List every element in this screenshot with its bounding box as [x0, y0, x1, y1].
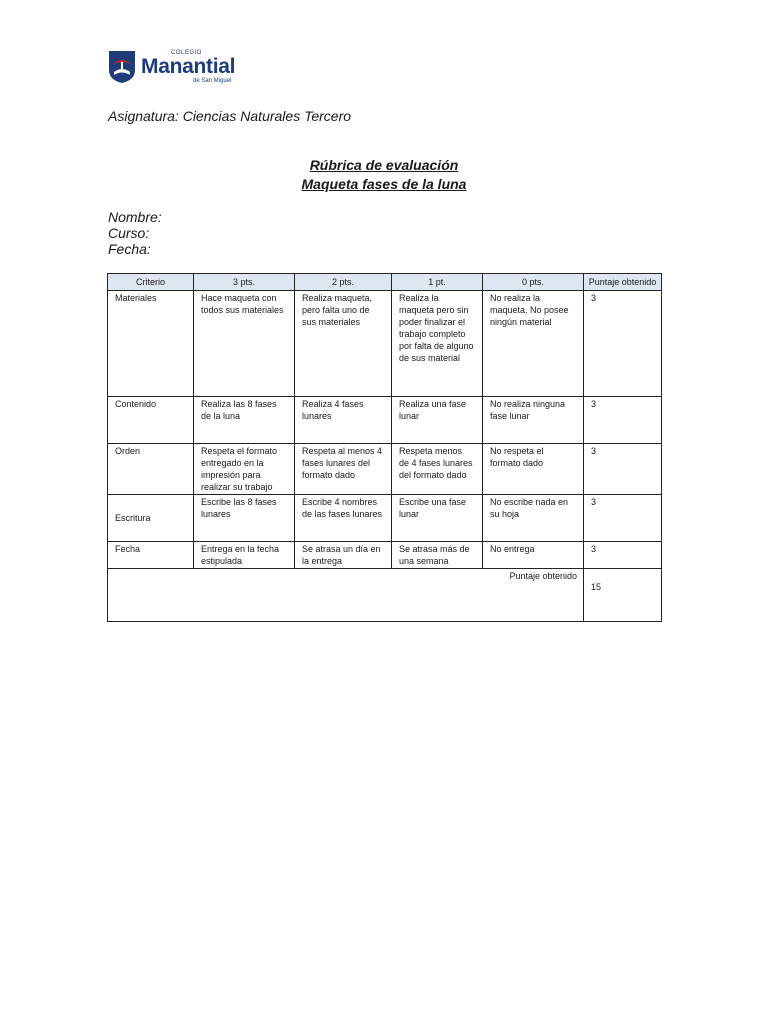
- document-title: [0, 156, 768, 194]
- title-line-2: Maqueta fases de la luna: [301, 176, 467, 192]
- table-row: [108, 291, 662, 397]
- table-cell: No entrega: [483, 542, 584, 569]
- criterion-cell: Orden: [108, 444, 194, 495]
- table-cell: Hace maqueta con todos sus materiales: [194, 291, 295, 397]
- score-cell: 3: [584, 542, 662, 569]
- table-cell: Se atrasa un día en la entrega: [295, 542, 392, 569]
- score-cell: 3: [584, 397, 662, 444]
- logo-subtext: de San Miguel: [193, 78, 232, 84]
- school-shield-icon: [108, 50, 136, 84]
- header-0pts: 0 pts.: [483, 274, 584, 291]
- criterion-cell: Fecha: [108, 542, 194, 569]
- student-fields: [108, 209, 162, 257]
- table-cell: No escribe nada en su hoja: [483, 495, 584, 542]
- score-cell: 3: [584, 291, 662, 397]
- table-cell: No realiza la maqueta. No posee ningún material: [483, 291, 584, 397]
- table-cell: Respeta menos de 4 fases lunares del formato dado: [392, 444, 483, 495]
- criterion-cell: Contenido: [108, 397, 194, 444]
- header-puntaje: Puntaje obtenido: [584, 274, 662, 291]
- table-cell: No respeta el formato dado: [483, 444, 584, 495]
- table-cell: Realiza las 8 fases de la luna: [194, 397, 295, 444]
- table-row: [108, 444, 662, 495]
- table-cell: Escribe 4 nombres de las fases lunares: [295, 495, 392, 542]
- field-fecha: Fecha:: [108, 241, 151, 257]
- total-row: [108, 569, 662, 622]
- score-cell: 3: [584, 444, 662, 495]
- table-header-row: [108, 274, 662, 291]
- logo-name: Manantial: [141, 55, 236, 78]
- school-logo: [108, 50, 235, 84]
- table-cell: Escribe las 8 fases lunares: [194, 495, 295, 542]
- total-label: Puntaje obtenido: [108, 569, 584, 622]
- table-cell: Respeta el formato entregado en la impresión para realizar su trabajo: [194, 444, 295, 495]
- table-cell: Realiza la maqueta pero sin poder finalizar el trabajo completo por falta de alguno de sus material: [392, 291, 483, 397]
- table-row: [108, 397, 662, 444]
- criterion-cell: Escritura: [108, 495, 194, 542]
- criterion-cell: Materiales: [108, 291, 194, 397]
- field-nombre: Nombre:: [108, 209, 162, 225]
- header-2pts: 2 pts.: [295, 274, 392, 291]
- header-1pt: 1 pt.: [392, 274, 483, 291]
- subject-line: Asignatura: Ciencias Naturales Tercero: [108, 108, 352, 124]
- table-row: [108, 542, 662, 569]
- table-cell: Respeta al menos 4 fases lunares del formato dado: [295, 444, 392, 495]
- table-cell: No realiza ninguna fase lunar: [483, 397, 584, 444]
- table-cell: Realiza maqueta, pero falta uno de sus materiales: [295, 291, 392, 397]
- field-curso: Curso:: [108, 225, 150, 241]
- table-cell: Escribe una fase lunar: [392, 495, 483, 542]
- logo-small-text: COLEGIO: [171, 50, 202, 56]
- title-line-1: Rúbrica de evaluación: [309, 157, 459, 173]
- header-3pts: 3 pts.: [194, 274, 295, 291]
- table-cell: Se atrasa más de una semana: [392, 542, 483, 569]
- table-row: [108, 495, 662, 542]
- score-cell: 3: [584, 495, 662, 542]
- header-criterio: Criterio: [108, 274, 194, 291]
- table-cell: Realiza 4 fases lunares: [295, 397, 392, 444]
- table-cell: Realiza una fase lunar: [392, 397, 483, 444]
- rubric-table: [107, 273, 662, 622]
- table-cell: Entrega en la fecha estipulada: [194, 542, 295, 569]
- total-value: 15: [584, 569, 662, 622]
